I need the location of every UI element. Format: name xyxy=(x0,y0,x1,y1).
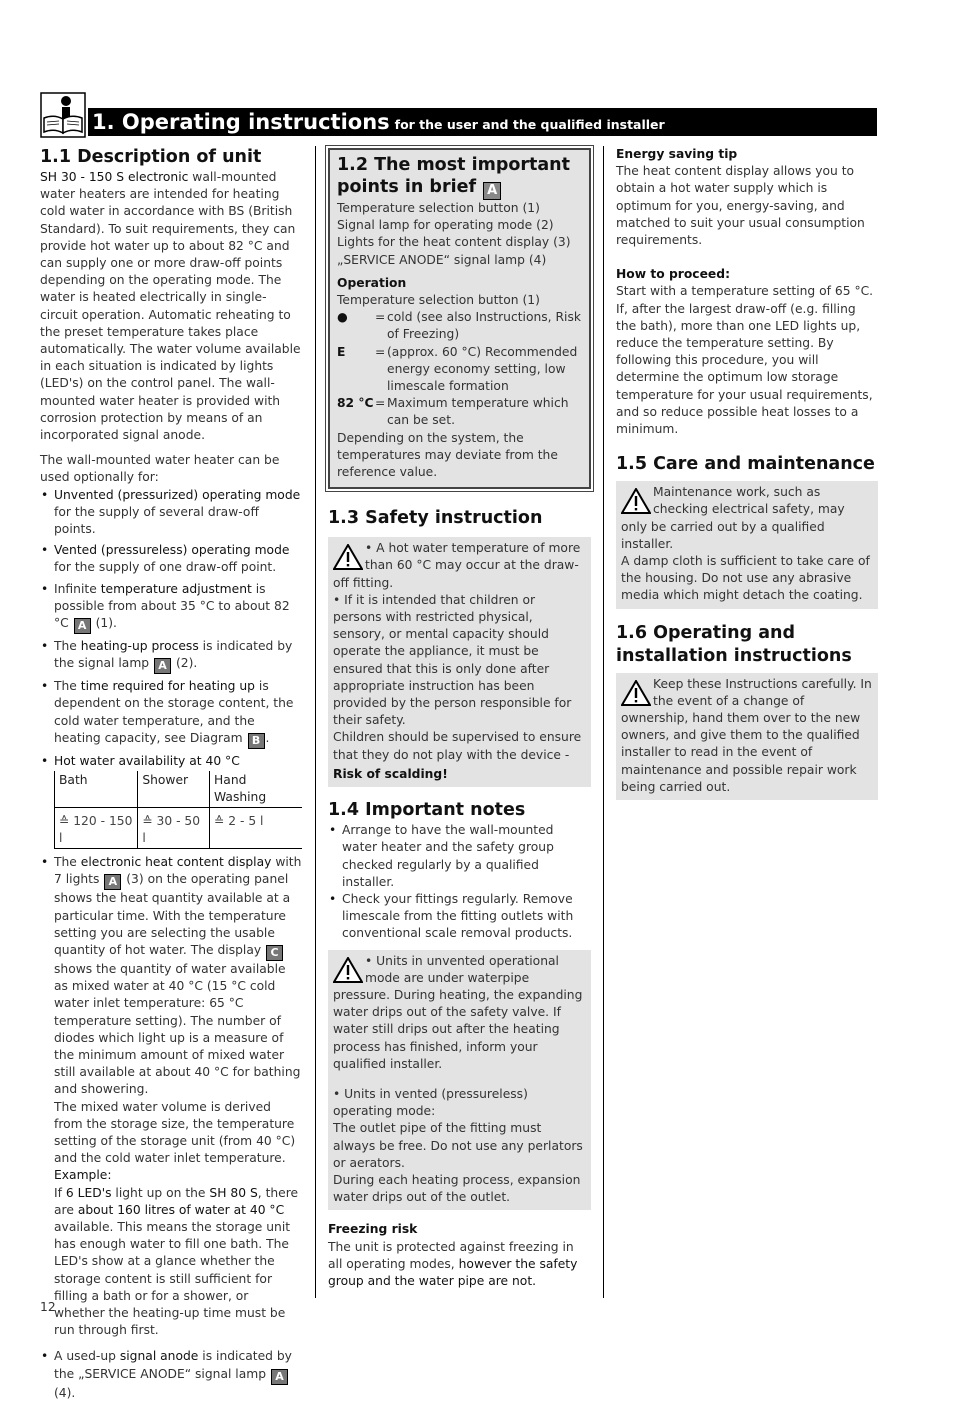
label-a-icon: A xyxy=(74,618,91,634)
list-item: • The electronic heat content display with 7 lights A (3) on the operating panel shows the heat quantity available at a particular time. With the temperature setting you are selecting the usable quantity of hot water. The display C shows the quantity of water available as mixed water at 40 °C (15 °C cold water inlet temperature: 65 °C temperature setting). The number of diodes which light up is a measure of the minimum amount of mixed water still available at about 40 °C for bathing and showering. The mixed water volume is derived from the storage size, the temperature setting of the storage unit (from 40 °C) and the cold water inlet temperature. Example: If 6 LED's light up on the SH 80 S, there are about 160 litres of water at 40 °C available. This means the storage unit has enough water to fill one bath. The LED's show at a glance whether the storage content is still sufficient for filling a bath or for a shower, or whether the heating-up time must be run through first. xyxy=(40,854,302,1339)
list-item: • The time required for heating up is dependent on the storage content, the cold water temperature, and the heating capacity, see Diagram B . xyxy=(40,678,302,749)
section-title: 1.4 Important notes xyxy=(328,800,526,821)
paragraph: Maintenance work, such as checking electrical safety, may only be carried out by a qualified installer. xyxy=(621,485,845,551)
reading-person-icon xyxy=(40,92,86,138)
summary-line: Lights for the heat content display (3) xyxy=(337,235,571,250)
label-c-icon: C xyxy=(266,945,283,961)
table-cell: ≙ 30 - 50 l xyxy=(138,812,210,849)
paragraph: Children should be supervised to ensure that they do not play with the device - xyxy=(333,730,582,762)
column-middle xyxy=(328,148,591,1290)
availability-table xyxy=(54,771,302,849)
paragraph: Keep these Instructions carefully. In the event of a change of ownership, hand them over to the new owners, and give them to the qualified installer to read in the event of maintenance and possible repair work being carried out. xyxy=(621,676,872,794)
list-item: • Hot water availability at 40 °C Bath Shower Hand Washing ≙ 120 - 150 l ≙ 30 - 50 l ≙ 2 - 5 l xyxy=(40,753,302,849)
page-number: 12 xyxy=(40,1300,56,1314)
column-divider xyxy=(603,146,604,1298)
summary-line: Temperature selection button (1) xyxy=(337,201,540,215)
paragraph: Depending on the system, the temperatures may deviate from the reference value. xyxy=(337,430,558,480)
paragraph: • If it is intended that children or persons with restricted physical, sensory, or mental capacity should operate the appliance, it must be ensured that this is only done after appropriate instruction has been provided by the person responsible for their safety. xyxy=(333,592,572,728)
column-divider xyxy=(315,146,316,1298)
safety-box xyxy=(328,537,591,787)
section-title: 1.3 Safety instruction xyxy=(328,508,543,529)
list-item: • Check your fittings regularly. Remove limescale from the fitting outlets with conventional scale removal products. xyxy=(328,891,591,943)
subheading: Energy saving tip xyxy=(616,147,738,161)
section-title: 1.2 The most important points in brief A xyxy=(337,155,570,198)
warning-icon xyxy=(621,488,651,514)
label-b-icon: B xyxy=(248,733,265,749)
paragraph: SH 30 - 150 S electronic wall-mounted water heaters are intended for heating cold water in accordance with BS (British Standard). To suit requirements, they can provide hot water up to about 82 °C and can supply one or more draw-off points depending on the operating mode. The water is heated electrically in single-circuit operation. Automatic reheating to the preset temperature takes place automatically. The water volume available in each situation is indicated by lights (LED's) on the control panel. The wall-mounted water heater is provided with corrosion protection by means of an incorporated signal anode. xyxy=(40,170,301,443)
notes-box xyxy=(328,950,591,1211)
table-cell: ≙ 120 - 150 l xyxy=(55,812,138,849)
list-item: • A used-up signal anode is indicated by the „SERVICE ANODE“ signal lamp A (4). xyxy=(40,1348,302,1401)
section-title: 1.5 Care and maintenance xyxy=(616,454,875,475)
definition-row: ● = cold (see also Instructions, Risk of Freezing) xyxy=(337,310,581,342)
paragraph: A damp cloth is sufficient to take care of the housing. Do not use any abrasive media which might detach the coating. xyxy=(621,554,870,603)
list-item: • Unvented (pressurized) operating mode for the supply of several draw-off points. xyxy=(40,487,302,539)
chapter-subtitle: for the user and the qualified installer xyxy=(394,117,665,132)
definition-row: E = (approx. 60 °C) Recommended energy economy setting, low limescale formation xyxy=(337,344,578,394)
table-header-cell: Shower xyxy=(138,771,210,808)
table-cell: ≙ 2 - 5 l xyxy=(210,812,302,849)
definition-row: 82 °C = Maximum temperature which can be set. xyxy=(337,396,569,428)
paragraph: • A hot water temperature of more than 60 °C may occur at the draw-off fitting. xyxy=(333,541,581,590)
label-a-icon: A xyxy=(271,1369,288,1385)
warning-icon xyxy=(333,544,363,570)
subheading: Operation xyxy=(337,275,407,290)
label-a-icon: A xyxy=(104,874,121,890)
warning-icon xyxy=(621,680,651,706)
paragraph: • Units in unvented operational mode are under waterpipe pressure. During heating, the expanding water drips out of the safety valve. If water still drips out after the heating process has finished, inform your qualified installer. xyxy=(333,953,583,1071)
paragraph: During each heating process, expansion water drips out of the outlet. xyxy=(333,1172,581,1205)
subheading: Freezing risk xyxy=(328,1222,418,1237)
summary-line: Temperature selection button (1) xyxy=(337,293,540,308)
paragraph: The outlet pipe of the fitting must always be free. Do not use any perlators or aerators. xyxy=(333,1121,583,1170)
paragraph: Start with a temperature setting of 65 °C. If, after the largest draw-off (e.g. filling the bath), more than one LED lights up, reduce the temperature setting. By following this procedure, you will determine the optimum low storage temperature for your usual requirements, and so reduce possible heat losses to a minimum. xyxy=(616,284,874,437)
section-title: 1.6 Operating and installation instructions xyxy=(616,622,852,666)
summary-box xyxy=(328,148,591,489)
subheading: How to proceed: xyxy=(616,267,730,282)
list-item: • The heating-up process is indicated by the signal lamp A (2). xyxy=(40,638,302,674)
table-header-cell: Hand Washing xyxy=(210,771,302,808)
chapter-title: 1. Operating instructions xyxy=(92,110,390,134)
column-right xyxy=(616,146,878,800)
summary-line: Signal lamp for operating mode (2) xyxy=(337,218,554,233)
section-title: 1.1 Description of unit xyxy=(40,147,262,167)
paragraph: The unit is protected against freezing in all operating modes, however the safety group and the water pipe are not. xyxy=(328,1239,578,1288)
column-left xyxy=(40,146,302,1402)
list-item: • Arrange to have the wall-mounted water heater and the safety group checked regularly by a qualified installer. xyxy=(328,822,591,891)
paragraph: Risk of scalding! xyxy=(333,766,448,781)
paragraph: • Units in vented (pressureless) operating mode: xyxy=(333,1086,528,1119)
paragraph: The wall-mounted water heater can be used optionally for: xyxy=(40,453,280,485)
warning-icon xyxy=(333,957,363,983)
instructions-box xyxy=(616,673,878,800)
chapter-header-bar xyxy=(88,108,877,136)
label-a-icon: A xyxy=(483,182,501,200)
summary-line: „SERVICE ANODE“ signal lamp (4) xyxy=(337,252,547,267)
bullet-list xyxy=(40,487,302,1402)
bullet-list xyxy=(328,822,591,942)
paragraph: The heat content display allows you to obtain a hot water supply which is optimum for you, energy-saving, and matched to suit your usual consumption requirements. xyxy=(616,164,865,248)
label-a-icon: A xyxy=(154,658,171,674)
maintenance-box xyxy=(616,481,878,608)
table-header-cell: Bath xyxy=(55,771,138,808)
list-item: • Vented (pressureless) operating mode for the supply of one draw-off point. xyxy=(40,542,302,576)
list-item: • Infinite temperature adjustment is possible from about 35 °C to about 82 °C A (1). xyxy=(40,581,302,634)
